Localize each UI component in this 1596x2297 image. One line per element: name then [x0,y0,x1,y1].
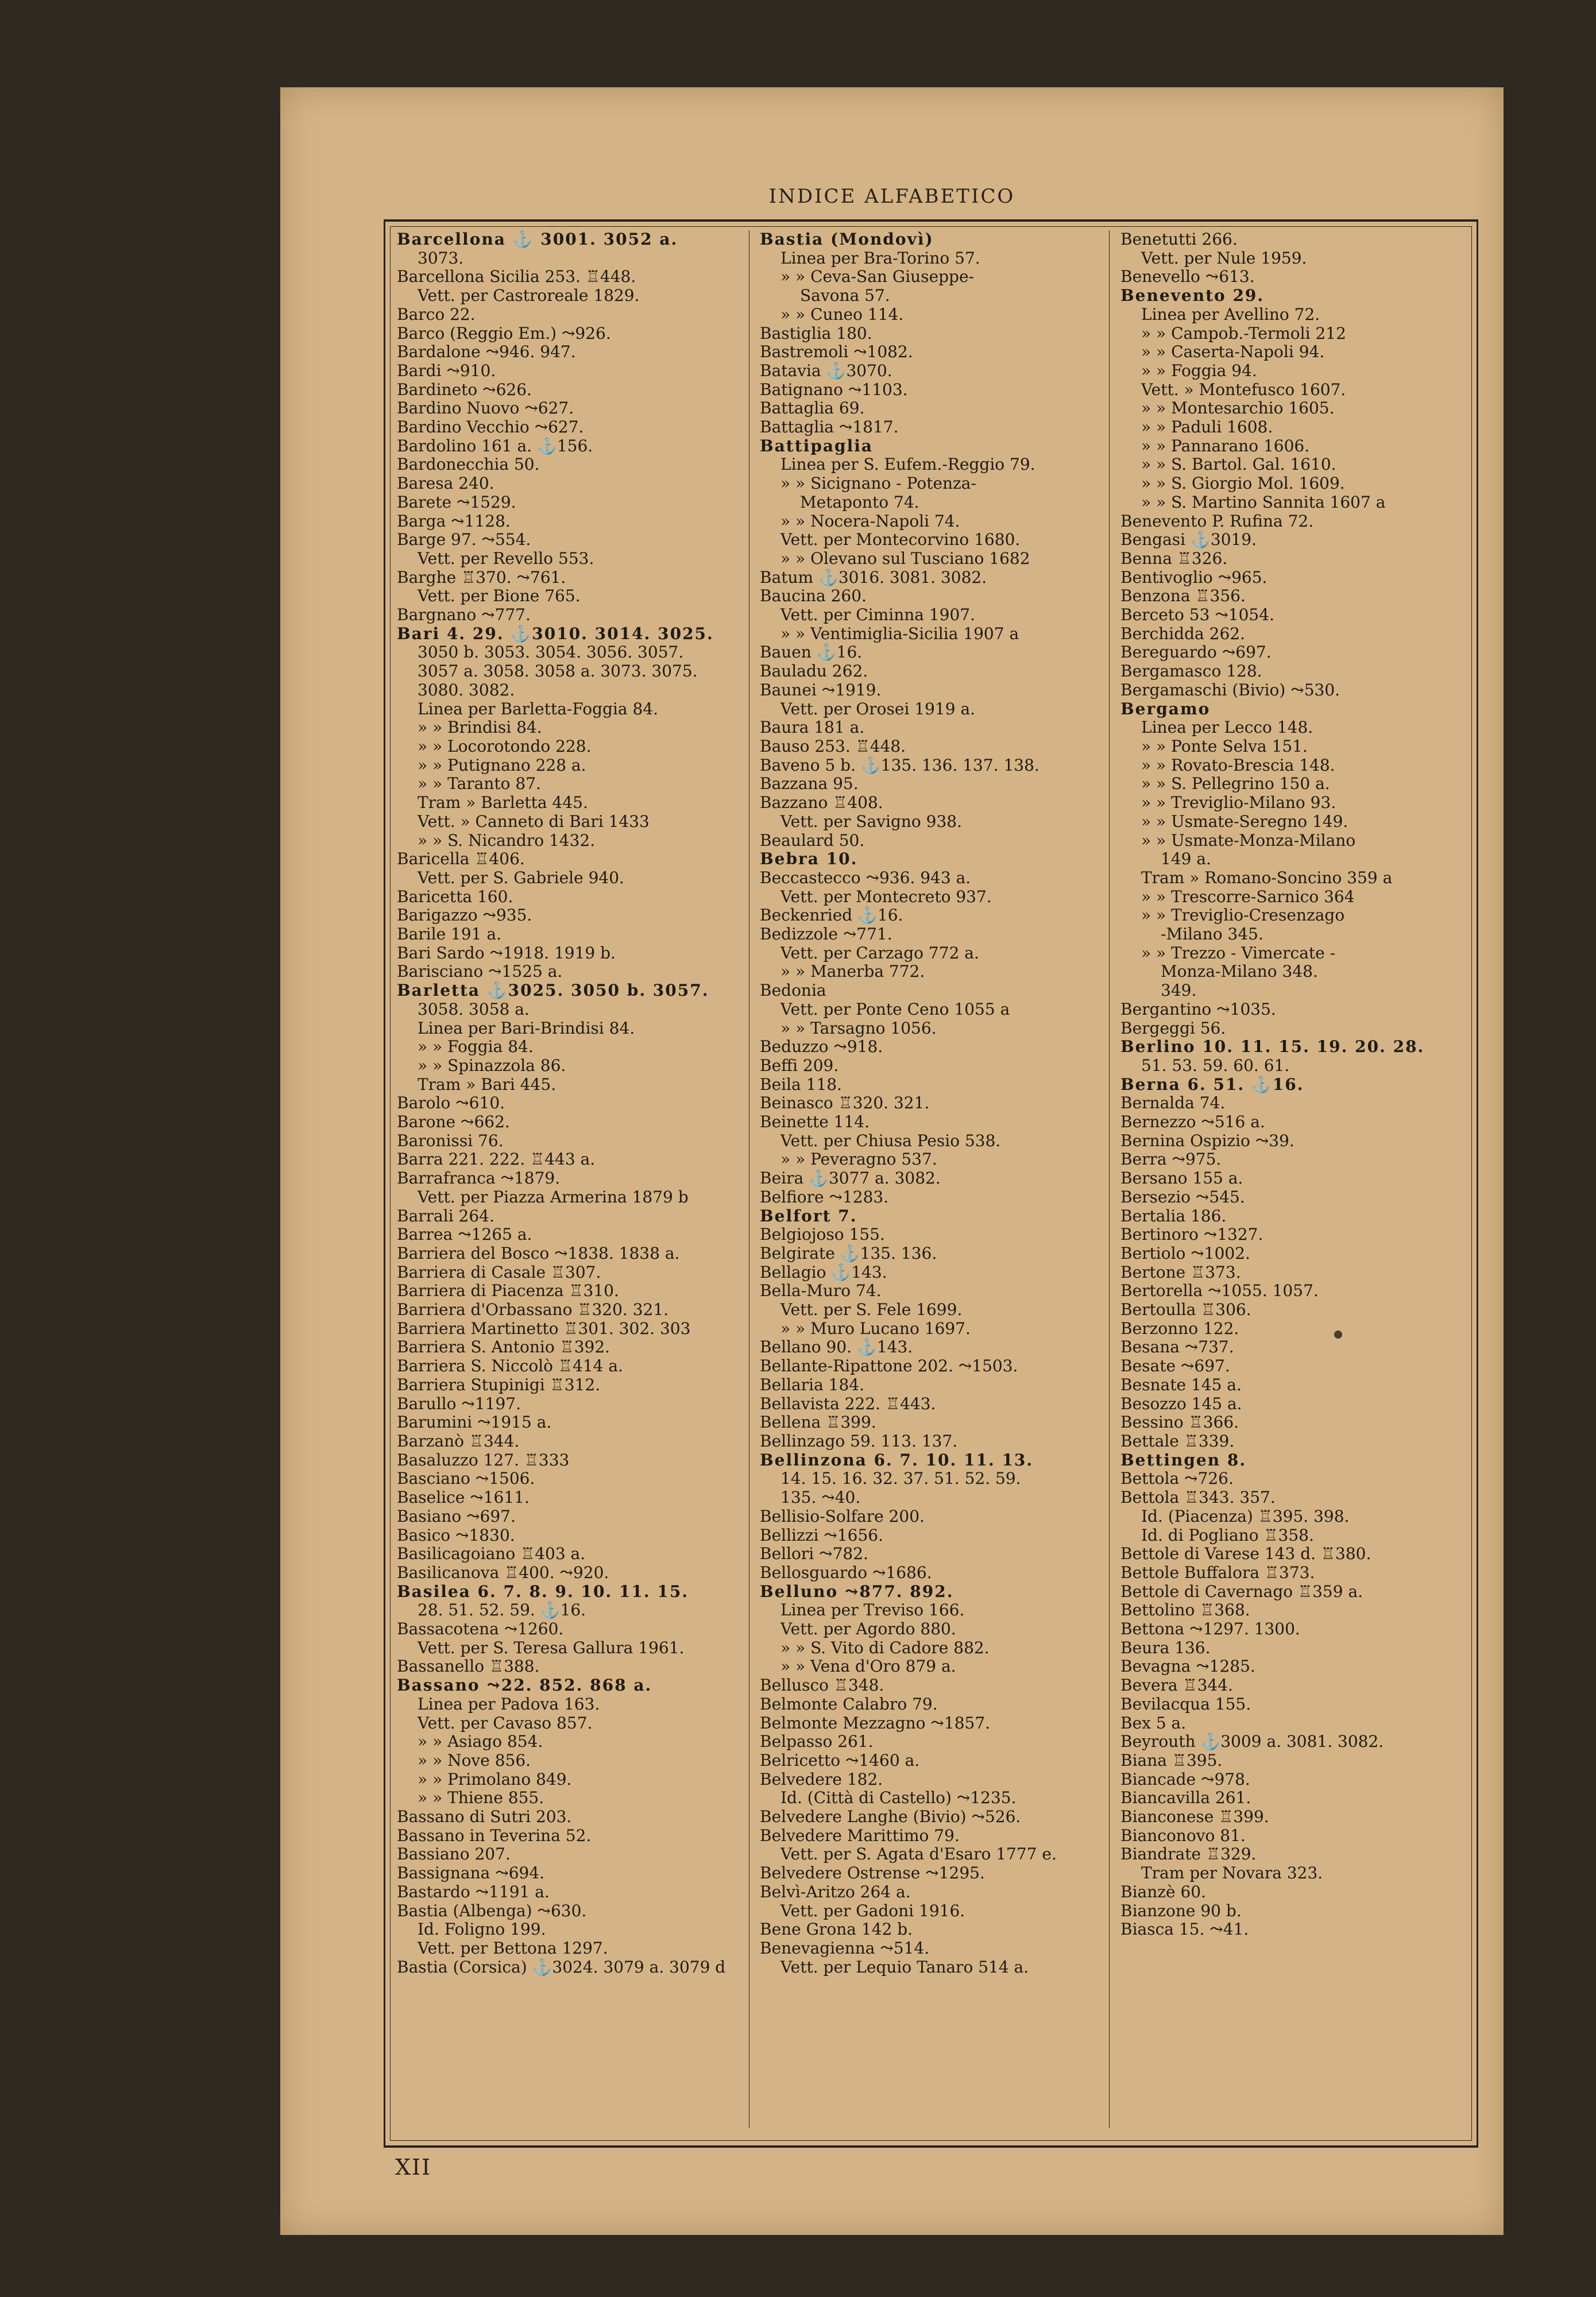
index-entry: » » Sicignano - Potenza- [780,474,976,493]
index-entry: » » Vena d'Oro 879 a. [780,1657,956,1676]
index-entry: Belgirate ⚓135. 136. [760,1244,937,1263]
index-entry: Bauen ⚓16. [760,643,863,662]
index-entry: » » Treviglio-Milano 93. [1141,794,1336,813]
index-entry: Belfort 7. [760,1206,857,1225]
index-entry: Bergantino ⤳1035. [1120,1000,1276,1019]
index-entry: Barghe ♖370. ⤳761. [397,568,566,587]
index-entry: Bassanello ♖388. [397,1657,540,1676]
index-entry: Vett. per S. Teresa Gallura 1961. [418,1638,685,1657]
index-entry: » » Spinazzola 86. [418,1056,566,1075]
index-entry: Beira ⚓3077 a. 3082. [760,1169,941,1188]
page-number: XII [395,2155,432,2180]
index-entry: Bellano 90. ⚓143. [760,1338,913,1357]
index-column-3 [1117,230,1469,2140]
index-entry: Bastia (Corsica) ⚓3024. 3079 a. 3079 d [397,1958,726,1977]
index-entry: Barzanò ♖344. [397,1432,520,1451]
index-entry: 3073. [418,249,464,268]
index-entry: » » Usmate-Monza-Milano [1141,831,1356,850]
index-entry: Belvedere 182. [760,1770,883,1789]
index-entry: » » Rovato-Brescia 148. [1141,756,1335,775]
index-entry: Id. (Piacenza) ♖395. 398. [1141,1507,1350,1526]
index-entry: Vett. per Orosei 1919 a. [780,699,976,718]
index-entry: Bastia (Albenga) ⤳630. [397,1901,587,1920]
index-entry: Bebra 10. [760,850,858,869]
index-entry: Vett. per Gadoni 1916. [780,1901,965,1920]
index-entry: Benevento 29. [1120,287,1265,306]
index-entry: Beccastecco ⤳936. 943 a. [760,868,971,887]
index-entry: » » Trescorre-Sarnico 364 [1141,887,1355,906]
index-entry: Battaglia 69. [760,399,865,418]
index-entry: Beaulard 50. [760,831,865,850]
index-entry: 14. 15. 16. 32. 37. 51. 52. 59. [780,1470,1021,1488]
index-entry: Bellizzi ⤳1656. [760,1526,883,1545]
index-entry: Beura 136. [1120,1638,1211,1657]
index-entry: 3057 a. 3058. 3058 a. 3073. 3075. [418,662,698,681]
index-entry: -Milano 345. [1161,925,1263,944]
index-entry: Bedonia [760,981,826,1000]
index-entry: Bellori ⤳782. [760,1545,868,1564]
index-entry: Bastremoli ⤳1082. [760,343,913,362]
book-page [280,87,1504,2235]
index-entry: » » Treviglio-Cresenzago [1141,906,1345,925]
index-entry: Bengasi ⚓3019. [1120,531,1257,550]
index-entry: Beinasco ♖320. 321. [760,1094,930,1113]
index-entry: Belvì-Aritzo 264 a. [760,1882,911,1901]
index-entry: Barriera Martinetto ♖301. 302. 303 [397,1319,691,1338]
index-entry: Belmonte Mezzagno ⤳1857. [760,1714,991,1733]
index-entry: Belgiojoso 155. [760,1225,885,1244]
index-entry: Barrali 264. [397,1206,494,1225]
index-entry: Vett. per Chiusa Pesio 538. [780,1131,1001,1150]
index-entry: Basiano ⤳697. [397,1507,516,1526]
index-entry: Vett. » Canneto di Bari 1433 [418,812,650,831]
index-entry: » » Locorotondo 228. [418,737,592,756]
index-entry: Beduzzo ⤳918. [760,1038,883,1057]
index-entry: Bersezio ⤳545. [1120,1188,1245,1206]
index-entry: Barge 97. ⤳554. [397,531,531,550]
index-entry: Bettole di Varese 143 d. ♖380. [1120,1545,1371,1564]
index-entry: Bertorella ⤳1055. 1057. [1120,1282,1319,1301]
index-entry: Bettale ♖339. [1120,1432,1235,1451]
index-entry: Bellosguardo ⤳1686. [760,1563,932,1582]
index-entry: Vett. per Savigno 938. [780,812,963,831]
index-entry: Battipaglia [760,436,874,455]
index-entry: Vett. per Castroreale 1829. [418,287,640,306]
index-entry: Barriera Stupinigi ♖312. [397,1375,601,1394]
index-entry: Savona 57. [800,287,890,306]
index-entry: Bex 5 a. [1120,1714,1187,1733]
index-entry: Belvedere Marittimo 79. [760,1826,960,1845]
index-entry: Id. Foligno 199. [418,1920,546,1939]
index-entry: Bellena ♖399. [760,1413,876,1432]
index-entry: Bardineto ⤳626. [397,380,532,399]
index-entry: Basaluzzo 127. ♖333 [397,1451,570,1470]
index-entry: Benevagienna ⤳514. [760,1939,930,1958]
index-entry: Vett. per Agordo 880. [780,1620,956,1639]
index-entry: » » S. Martino Sannita 1607 a [1141,493,1386,512]
index-entry: Bardino Vecchio ⤳627. [397,418,584,437]
index-entry: Benetutti 266. [1120,230,1238,249]
index-entry: Biandrate ♖329. [1120,1845,1257,1864]
index-entry: Besate ⤳697. [1120,1357,1230,1376]
index-entry: Belricetto ⤳1460 a. [760,1751,920,1770]
index-entry: Bella-Muro 74. [760,1282,882,1301]
index-entry: Bettolino ♖368. [1120,1601,1250,1620]
index-entry: Batignano ⤳1103. [760,380,908,399]
index-entry: Vett. per Bione 765. [418,587,581,606]
index-entry: Barcellona Sicilia 253. ♖448. [397,268,636,287]
index-entry: Bardolino 161 a. ⚓156. [397,436,593,455]
index-entry: Tram » Bari 445. [418,1075,557,1094]
index-entry: » » Montesarchio 1605. [1141,399,1335,418]
index-entry: Barco (Reggio Em.) ⤳926. [397,324,611,343]
index-entry: Barco 22. [397,305,476,324]
index-entry: » » Nove 856. [418,1751,531,1770]
index-entry: Bianconese ♖399. [1120,1808,1269,1827]
index-entry: Beyrouth ⚓3009 a. 3081. 3082. [1120,1733,1384,1751]
index-entry: Battaglia ⤳1817. [760,418,899,437]
index-entry: Barete ⤳1529. [397,493,516,512]
index-entry: Bernalda 74. [1120,1094,1226,1113]
index-entry: Vett. per Piazza Armerina 1879 b [418,1188,689,1206]
index-entry: 149 a. [1161,850,1211,869]
index-entry: Bertone ♖373. [1120,1263,1241,1282]
index-entry: Biancavilla 261. [1120,1789,1251,1808]
index-entry: Bardi ⤳910. [397,361,496,380]
index-entry: Bergamo [1120,699,1211,718]
index-entry: Belmonte Calabro 79. [760,1695,938,1714]
index-entry: » » Cuneo 114. [780,305,904,324]
index-entry: Barolo ⤳610. [397,1094,505,1113]
index-entry: Bessino ♖366. [1120,1413,1239,1432]
index-entry: Bettona ⤳1297. 1300. [1120,1620,1300,1639]
index-entry: Biasca 15. ⤳41. [1120,1920,1249,1939]
index-entry: Berchidda 262. [1120,624,1245,643]
index-entry: » » Tarsagno 1056. [780,1019,937,1038]
index-entry: Baunei ⤳1919. [760,680,882,699]
index-entry: Benna ♖326. [1120,549,1228,568]
index-entry: Bevilacqua 155. [1120,1695,1251,1714]
index-entry: Besnate 145 a. [1120,1375,1242,1394]
index-entry: Bettingen 8. [1120,1451,1247,1470]
index-entry: Baucina 260. [760,587,867,606]
index-entry: 3058. 3058 a. [418,1000,530,1019]
index-entry: Bardino Nuovo ⤳627. [397,399,574,418]
index-entry: Vett. per Montecorvino 1680. [780,531,1021,550]
index-entry: » » Primolano 849. [418,1770,572,1789]
index-entry: Baricetta 160. [397,887,513,906]
index-entry: Bentivoglio ⤳965. [1120,568,1267,587]
index-entry: Tram per Novara 323. [1141,1864,1323,1883]
index-entry: Bazzana 95. [760,775,859,794]
index-entry: Bettole di Cavernago ♖359 a. [1120,1582,1363,1601]
index-entry: Bergamasco 128. [1120,662,1262,681]
index-entry: Bellusco ♖348. [760,1676,884,1695]
index-entry: Bardalone ⤳946. 947. [397,343,576,362]
index-entry: Bergamaschi (Bivio) ⤳530. [1120,680,1340,699]
index-entry: » » Taranto 87. [418,775,541,794]
index-entry: » » Ceva-San Giuseppe- [780,268,975,287]
index-entry: Bertiolo ⤳1002. [1120,1244,1250,1263]
index-entry: Bassano ⤳22. 852. 868 a. [397,1676,652,1695]
index-entry: Bellinzona 6. 7. 10. 11. 13. [760,1451,1034,1470]
index-entry: Barigazzo ⤳935. [397,906,532,925]
index-entry: Vett. per S. Gabriele 940. [418,868,624,887]
index-entry: Barullo ⤳1197. [397,1394,521,1413]
index-entry: » » S. Nicandro 1432. [418,831,596,850]
index-entry: Bassiano 207. [397,1845,511,1864]
index-entry: Linea per S. Eufem.-Reggio 79. [780,455,1035,474]
index-entry: Barisciano ⤳1525 a. [397,962,563,981]
index-entry: Biana ♖395. [1120,1751,1223,1770]
index-entry: Biancade ⤳978. [1120,1770,1250,1789]
index-entry: Bersano 155 a. [1120,1169,1243,1188]
index-entry: Berlino 10. 11. 15. 19. 20. 28. [1120,1038,1425,1057]
index-entry: Linea per Lecco 148. [1141,718,1313,737]
index-entry: Barumini ⤳1915 a. [397,1413,552,1432]
index-entry: Belvedere Langhe (Bivio) ⤳526. [760,1808,1021,1827]
index-column-1 [393,230,748,2140]
index-entry: Bettole Buffalora ♖373. [1120,1563,1315,1582]
index-entry: Barriera d'Orbassano ♖320. 321. [397,1301,669,1320]
index-entry: » » Manerba 772. [780,962,925,981]
index-entry: Bellinzago 59. 113. 137. [760,1432,958,1451]
index-entry: » » Paduli 1608. [1141,418,1273,437]
index-entry: Bene Grona 142 b. [760,1920,913,1939]
index-entry: Bernezzo ⤳516 a. [1120,1113,1265,1132]
index-entry: Barcellona ⚓ 3001. 3052 a. [397,230,678,249]
index-entry: Vett. per Lequio Tanaro 514 a. [780,1958,1029,1977]
index-entry: Bianzone 90 b. [1120,1901,1242,1920]
index-entry: Baronissi 76. [397,1131,504,1150]
index-entry: Bellagio ⚓143. [760,1263,887,1282]
index-entry: » » Ponte Selva 151. [1141,737,1308,756]
index-entry: Bergeggi 56. [1120,1019,1226,1038]
index-entry: Vett. per Carzago 772 a. [780,943,979,962]
index-entry: Berceto 53 ⤳1054. [1120,606,1274,625]
index-entry: Bassacotena ⤳1260. [397,1620,564,1639]
index-entry: Bargnano ⤳777. [397,606,531,625]
index-entry: Monza-Milano 348. [1161,962,1318,981]
index-entry: Batavia ⚓3070. [760,361,892,380]
index-entry: Benevello ⤳613. [1120,268,1255,287]
index-entry: Vett. per Nule 1959. [1141,249,1307,268]
index-entry: » » S. Pellegrino 150 a. [1141,775,1330,794]
index-entry: Barriera del Bosco ⤳1838. 1838 a. [397,1244,680,1263]
index-entry: Bellaria 184. [760,1375,865,1394]
index-entry: Vett. per Revello 553. [418,549,594,568]
index-entry: Bianconovo 81. [1120,1826,1246,1845]
index-entry: Barriera S. Niccolò ♖414 a. [397,1357,623,1376]
index-entry: Vett. per Ponte Ceno 1055 a [780,1000,1010,1019]
index-entry: Bertalia 186. [1120,1206,1227,1225]
index-entry: Bastia (Mondovì) [760,230,934,249]
index-entry: Belluno ⤳877. 892. [760,1582,954,1601]
index-entry: Basilea 6. 7. 8. 9. 10. 11. 15. [397,1582,689,1601]
index-entry: Bellante-Ripattone 202. ⤳1503. [760,1357,1018,1376]
index-column-2 [756,230,1108,2140]
index-entry: Vett. » Montefusco 1607. [1141,380,1346,399]
index-entry: 3080. 3082. [418,680,515,699]
index-entry: Vett. per Montecreto 937. [780,887,992,906]
index-entry: Baresa 240. [397,474,494,493]
index-entry: Bazzano ♖408. [760,794,883,813]
index-entry: 28. 51. 52. 59. ⚓16. [418,1601,586,1620]
index-entry: Bauso 253. ♖448. [760,737,906,756]
index-entry: Barile 191 a. [397,925,501,944]
index-entry: Barga ⤳1128. [397,512,511,531]
index-entry: Vett. per Bettona 1297. [418,1939,608,1958]
index-entry: » » Nocera-Napoli 74. [780,512,960,531]
index-entry: Barriera S. Antonio ♖392. [397,1338,610,1357]
index-entry: » » Usmate-Seregno 149. [1141,812,1348,831]
index-entry: » » Olevano sul Tusciano 1682 [780,549,1030,568]
index-entry: Linea per Bari-Brindisi 84. [418,1019,635,1038]
index-entry: Baura 181 a. [760,718,865,737]
index-entry: Bellavista 222. ♖443. [760,1394,936,1413]
index-entry: Baricella ♖406. [397,850,525,869]
index-entry: Batum ⚓3016. 3081. 3082. [760,568,987,587]
index-entry: Tram » Barletta 445. [418,794,588,813]
index-entry: » » Foggia 94. [1141,361,1257,380]
index-entry: » » Muro Lucano 1697. [780,1319,971,1338]
index-entry: Berna 6. 51. ⚓16. [1120,1075,1304,1094]
index-entry: Vett. per S. Fele 1699. [780,1301,963,1320]
index-entry: » » Campob.-Termoli 212 [1141,324,1346,343]
index-entry: Vett. per S. Agata d'Esaro 1777 e. [780,1845,1057,1864]
index-entry: Barra 221. 222. ♖443 a. [397,1150,596,1169]
index-entry: Bellisio-Solfare 200. [760,1507,925,1526]
index-entry: Belfiore ⤳1283. [760,1188,889,1206]
page-header: INDICE ALFABETICO [768,185,1015,208]
index-entry: » » Foggia 84. [418,1038,534,1057]
index-entry: Belvedere Ostrense ⤳1295. [760,1864,985,1883]
index-entry: Besozzo 145 a. [1120,1394,1242,1413]
index-entry: Bassignana ⤳694. [397,1864,545,1883]
index-entry: Barletta ⚓3025. 3050 b. 3057. [397,981,709,1000]
paper-hole [1334,1331,1342,1339]
index-entry: Basilicagoiano ♖403 a. [397,1545,586,1564]
index-entry: Berra ⤳975. [1120,1150,1222,1169]
index-entry: » » Ventimiglia-Sicilia 1907 a [780,624,1019,643]
index-entry: » » Caserta-Napoli 94. [1141,343,1325,362]
index-entry: » » Trezzo - Vimercate - [1141,943,1336,962]
index-entry: Baselice ⤳1611. [397,1488,530,1507]
index-entry: Bevera ♖344. [1120,1676,1233,1695]
index-entry: » » Thiene 855. [418,1789,544,1808]
index-entry: Id. (Città di Castello) ⤳1235. [780,1789,1017,1808]
index-entry: » » Asiago 854. [418,1733,543,1751]
index-entry: Bertoulla ♖306. [1120,1301,1251,1320]
index-entry: Baveno 5 b. ⚓135. 136. 137. 138. [760,756,1039,775]
index-entry: Bardonecchia 50. [397,455,540,474]
index-entry: Beffi 209. [760,1056,839,1075]
index-entry: Basilicanova ♖400. ⤳920. [397,1563,609,1582]
index-entry: Barriera di Casale ♖307. [397,1263,601,1282]
index-entry: Beinette 114. [760,1113,870,1132]
index-entry: 349. [1161,981,1197,1000]
index-entry: Id. di Pogliano ♖358. [1141,1526,1314,1545]
index-entry: Bassano di Sutri 203. [397,1808,572,1827]
index-entry: Bauladu 262. [760,662,868,681]
index-entry: Barrea ⤳1265 a. [397,1225,532,1244]
index-entry: 135. ⤳40. [780,1488,861,1507]
column-divider [1109,230,1110,2128]
index-entry: Vett. per Ciminna 1907. [780,606,976,625]
index-entry: » » Putignano 228 a. [418,756,586,775]
index-entry: Metaponto 74. [800,493,919,512]
index-entry: 51. 53. 59. 60. 61. [1141,1056,1290,1075]
index-entry: Linea per Bra-Torino 57. [780,249,980,268]
index-entry: Bettola ♖343. 357. [1120,1488,1276,1507]
index-entry: Beila 118. [760,1075,842,1094]
index-entry: » » S. Vito di Cadore 882. [780,1638,990,1657]
index-entry: Bettola ⤳726. [1120,1470,1234,1488]
index-entry: Bevagna ⤳1285. [1120,1657,1255,1676]
index-entry: Bastardo ⤳1191 a. [397,1882,550,1901]
index-entry: Bertinoro ⤳1327. [1120,1225,1263,1244]
index-entry: Linea per Avellino 72. [1141,305,1320,324]
index-entry: Tram » Romano-Soncino 359 a [1141,868,1393,887]
index-entry: Berzonno 122. [1120,1319,1239,1338]
index-entry: Basico ⤳1830. [397,1526,515,1545]
index-entry: Benevento P. Rufina 72. [1120,512,1314,531]
index-entry: Bastiglia 180. [760,324,872,343]
index-entry: 3050 b. 3053. 3054. 3056. 3057. [418,643,684,662]
index-entry: Vett. per Cavaso 857. [418,1714,593,1733]
index-entry: Bassano in Teverina 52. [397,1826,592,1845]
index-entry: Linea per Treviso 166. [780,1601,965,1620]
index-entry: Bereguardo ⤳697. [1120,643,1272,662]
index-entry: » » Peveragno 537. [780,1150,937,1169]
index-entry: Bari Sardo ⤳1918. 1919 b. [397,943,616,962]
index-entry: » » Pannarano 1606. [1141,436,1310,455]
index-entry: » » S. Giorgio Mol. 1609. [1141,474,1345,493]
index-entry: Bianzè 60. [1120,1882,1207,1901]
index-entry: Basciano ⤳1506. [397,1470,535,1488]
index-entry: Belpasso 261. [760,1733,874,1751]
index-entry: Bedizzole ⤳771. [760,925,892,944]
index-entry: » » S. Bartol. Gal. 1610. [1141,455,1336,474]
index-entry: Barriera di Piacenza ♖310. [397,1282,619,1301]
index-frame [384,219,1478,2148]
index-entry: Besana ⤳737. [1120,1338,1234,1357]
index-entry: Barone ⤳662. [397,1113,510,1132]
index-entry: Benzona ♖356. [1120,587,1246,606]
index-entry: Bernina Ospizio ⤳39. [1120,1131,1294,1150]
index-entry: Bari 4. 29. ⚓3010. 3014. 3025. [397,624,714,643]
index-entry: Beckenried ⚓16. [760,906,903,925]
index-entry: Linea per Barletta-Foggia 84. [418,699,659,718]
index-entry: Linea per Padova 163. [418,1695,600,1714]
index-entry: » » Brindisi 84. [418,718,542,737]
index-entry: Barrafranca ⤳1879. [397,1169,561,1188]
